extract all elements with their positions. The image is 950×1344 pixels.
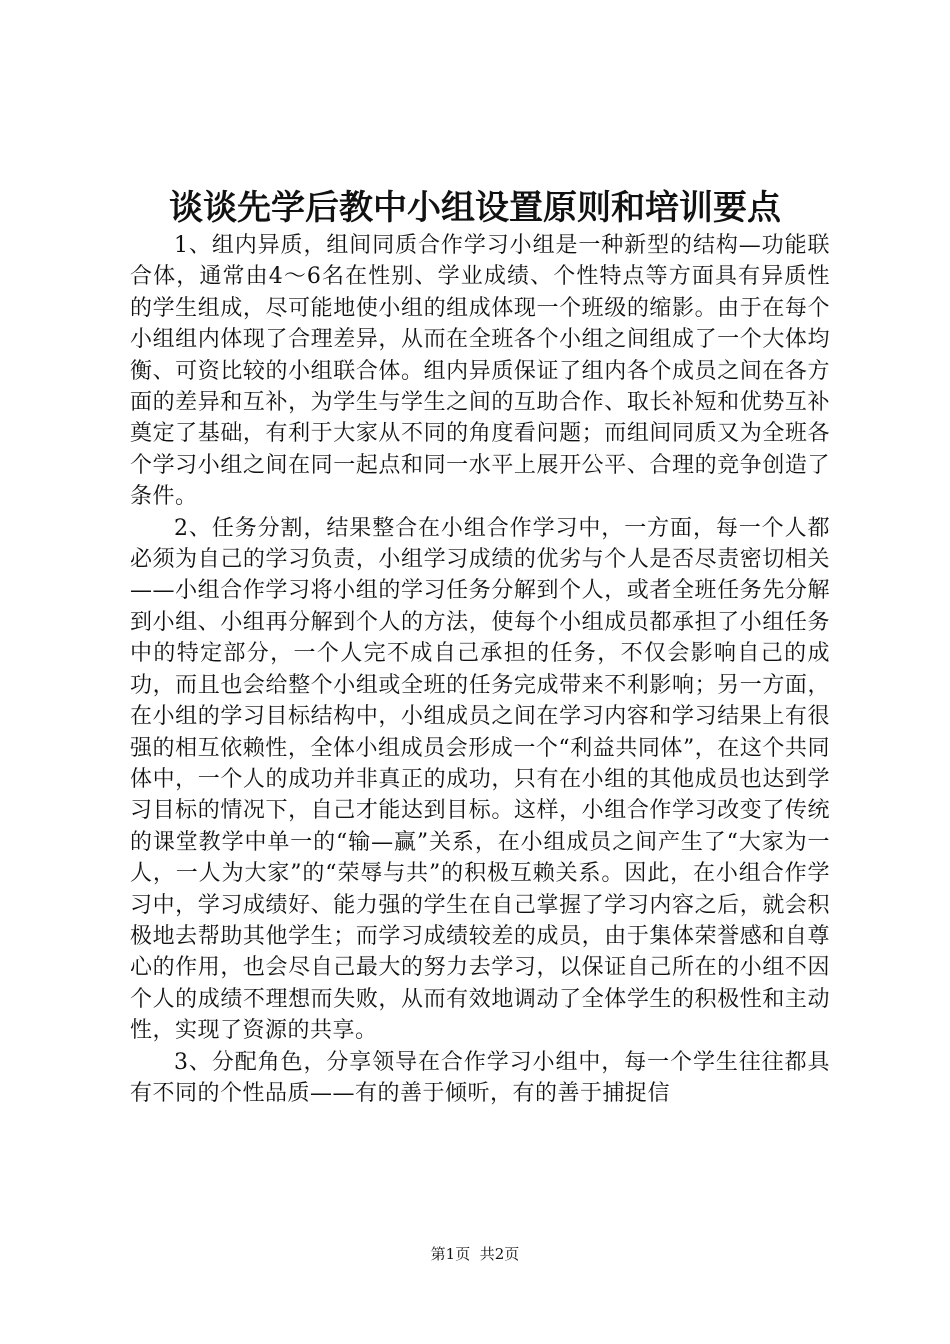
document-body xyxy=(130,230,830,1109)
footer-separator xyxy=(470,1245,480,1263)
document-title: 谈谈先学后教中小组设置原则和培训要点 xyxy=(169,188,781,228)
page-footer xyxy=(0,1244,950,1264)
paragraph-1: 1、组内异质，组间同质合作学习小组是一种新型的结构—功能联合体，通常由4～6名在性别、学业成绩、个性特点等方面具有异质性的学生组成，尽可能地使小组的组成体现一个班级的缩影。由于在每个小组组内体现了合理差异，从而在全班各个小组之间组成了一个大体均衡、可资比较的小组联合体。组内异质保证了组内各个成员之间在各方面的差异和互补，为学生与学生之间的互助合作、取长补短和优势互补奠定了基础，有利于大家从不同的角度看问题；而组间同质又为全班各个学习小组之间在同一起点和同一水平上展开公平、合理的竞争创造了条件。 xyxy=(130,233,830,510)
page-total: 共2页 xyxy=(479,1245,520,1263)
paragraph-3: 3、分配角色，分享领导在合作学习小组中，每一个学生往往都具有不同的个性品质——有的善于倾听，有的善于捕捉信 xyxy=(130,1049,830,1106)
paragraph-2: 2、任务分割，结果整合在小组合作学习中，一方面，每一个人都必须为自己的学习负责，小组学习成绩的优劣与个人是否尽责密切相关——小组合作学习将小组的学习任务分解到个人，或者全班任务先分解到小组、小组再分解到个人的方法，使每个小组成员都承担了小组任务中的特定部分，一个人完不成自己承担的任务，不仅会影响自己的成功，而且也会给整个小组或全班的任务完成带来不利影响；另一方面，在小组的学习目标结构中，小组成员之间在学习内容和学习结果上有很强的相互依赖性，全体小组成员会形成一个“利益共同体”，在这个共同体中，一个人的成功并非真正的成功，只有在小组的其他成员也达到学习目标的情况下，自己才能达到目标。这样，小组合作学习改变了传统的课堂教学中单一的“输—赢”关系，在小组成员之间产生了“大家为一人，一人为大家”的“荣辱与共”的积极互赖关系。因此，在小组合作学习中，学习成绩好、能力强的学生在自己掌握了学习内容之后，就会积极地去帮助其他学生；而学习成绩较差的成员，由于集体荣誉感和自尊心的作用，也会尽自己最大的努力去学习，以保证自己所在的小组不因个人的成绩不理想而失败，从而有效地调动了全体学生的积极性和主动性，实现了资源的共享。 xyxy=(130,515,830,1044)
page-number: 第1页 xyxy=(430,1245,471,1263)
